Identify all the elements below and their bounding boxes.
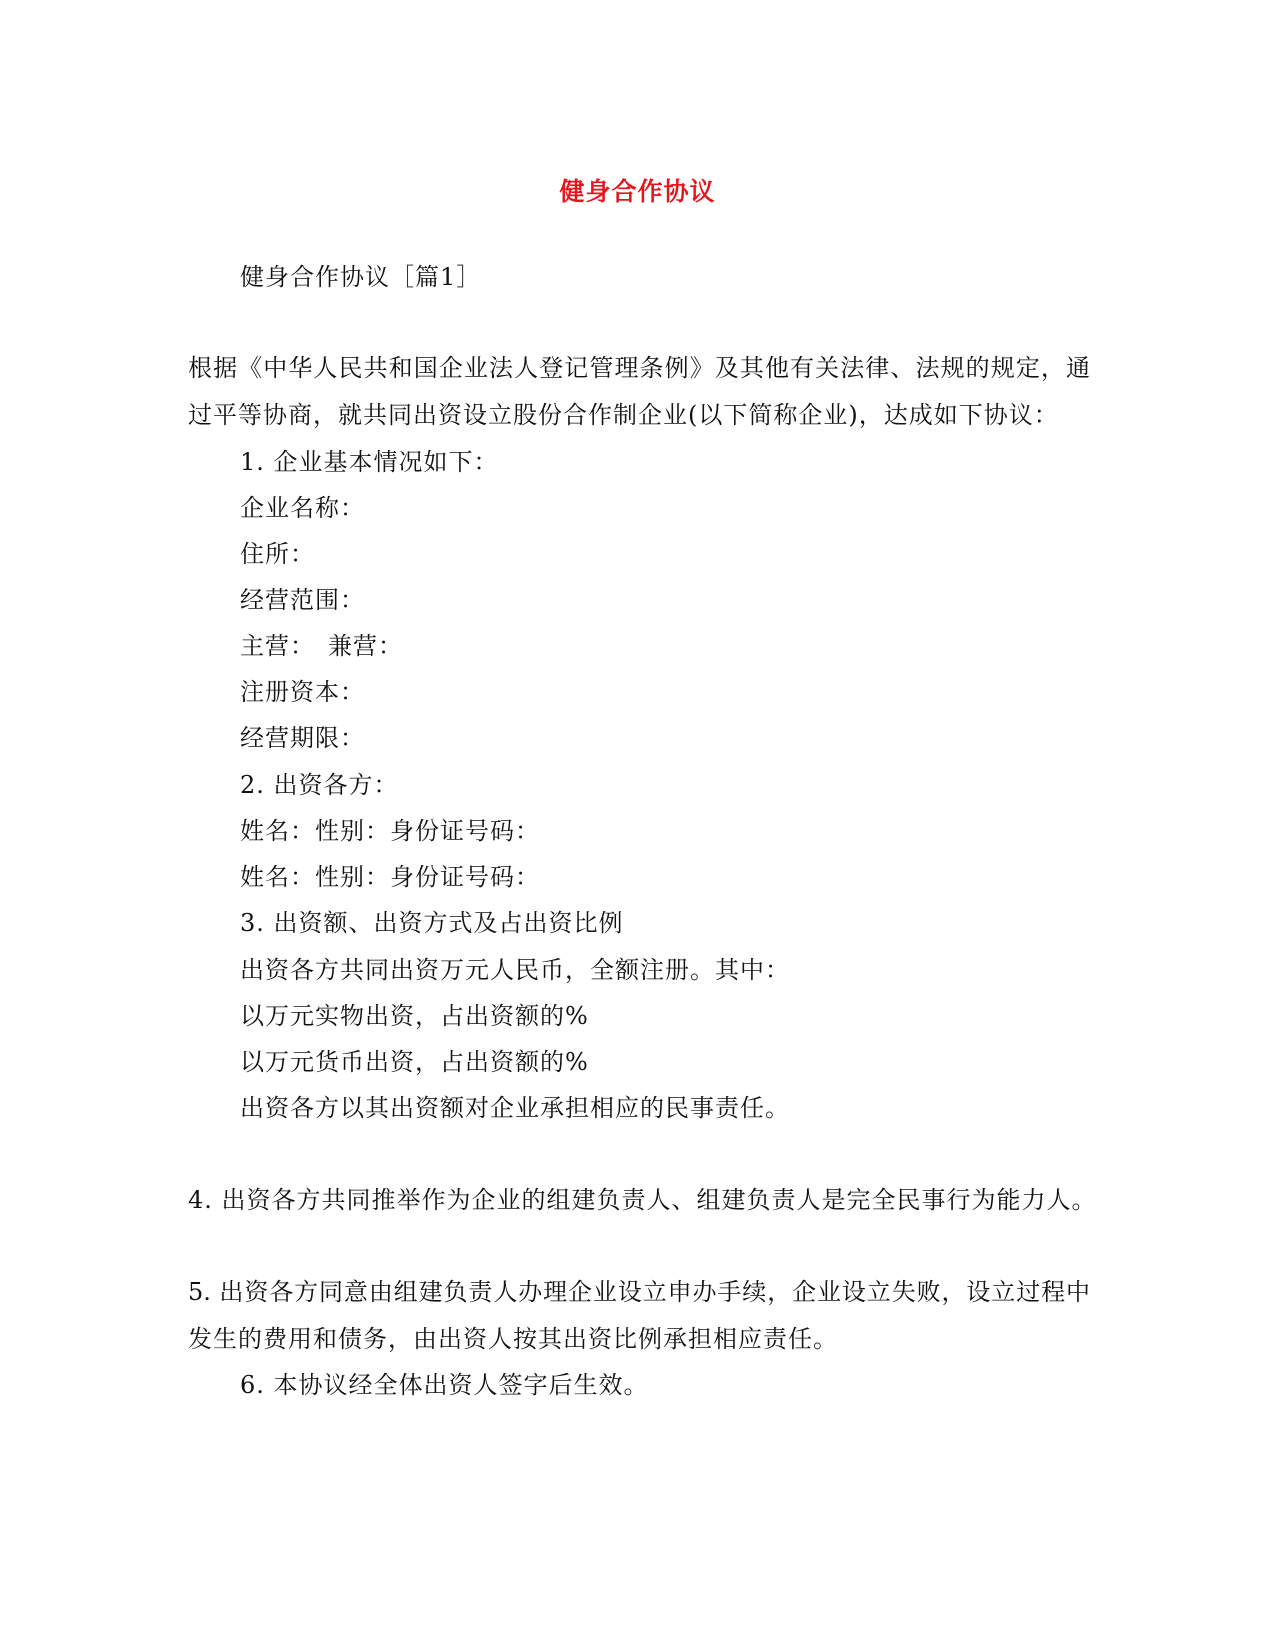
address-field: 住所： xyxy=(240,540,315,568)
company-name-field: 企业名称： xyxy=(240,494,365,522)
intro-paragraph-line-1: 根据《中华人民共和国企业法人登记管理条例》及其他有关法律、法规的规定，通 xyxy=(188,354,1090,382)
capital-cash-text: 以万元货币出资，占出资额的% xyxy=(240,1048,589,1076)
business-scope-field: 经营范围： xyxy=(240,586,365,614)
registered-capital-field: 注册资本： xyxy=(240,678,365,706)
party-b-info: 姓名：性别：身份证号码： xyxy=(240,863,540,891)
clause-2-heading: 2. 出资各方： xyxy=(240,771,399,799)
party-a-info: 姓名：性别：身份证号码： xyxy=(240,817,540,845)
capital-in-kind-text: 以万元实物出资，占出资额的% xyxy=(240,1002,589,1030)
clause-5-line-1: 5. 出资各方同意由组建负责人办理企业设立申办手续，企业设立失败，设立过程中 xyxy=(188,1278,1090,1306)
clause-3-heading: 3. 出资额、出资方式及占出资比例 xyxy=(240,909,624,937)
clause-6-text: 6. 本协议经全体出资人签字后生效。 xyxy=(240,1371,649,1399)
clause-1-heading: 1. 企业基本情况如下： xyxy=(240,448,499,476)
document-subtitle: 健身合作协议［篇1］ xyxy=(240,263,482,291)
clause-4-text: 4. 出资各方共同推举作为企业的组建负责人、组建负责人是完全民事行为能力人。 xyxy=(188,1186,1097,1214)
capital-total-text: 出资各方共同出资万元人民币，全额注册。其中： xyxy=(240,956,790,984)
document-title: 健身合作协议 xyxy=(559,177,716,206)
main-business-field: 主营： 兼营： xyxy=(240,632,403,660)
liability-text: 出资各方以其出资额对企业承担相应的民事责任。 xyxy=(240,1094,790,1122)
business-term-field: 经营期限： xyxy=(240,724,365,752)
intro-paragraph-line-2: 过平等协商，就共同出资设立股份合作制企业(以下简称企业)，达成如下协议： xyxy=(188,401,1059,429)
clause-5-line-2: 发生的费用和债务，由出资人按其出资比例承担相应责任。 xyxy=(188,1325,838,1353)
